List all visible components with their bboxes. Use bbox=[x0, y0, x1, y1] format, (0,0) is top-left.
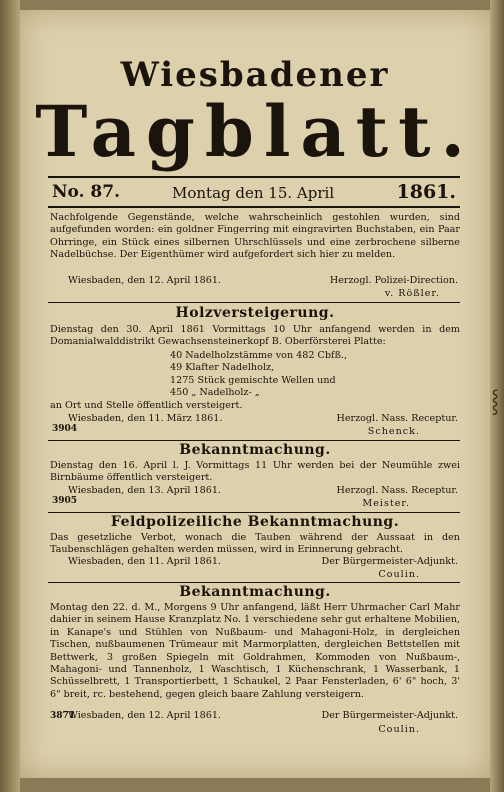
book-spine-edge bbox=[0, 0, 20, 792]
authority: Der Bürgermeister-Adjunkt. bbox=[321, 556, 458, 567]
section-heading: Holzversteigerung. bbox=[175, 305, 335, 321]
divider bbox=[48, 582, 460, 583]
place-date: Wiesbaden, den 11. März 1861. bbox=[68, 413, 223, 424]
place-date: Wiesbaden, den 12. April 1861. bbox=[68, 275, 221, 286]
authority: Der Bürgermeister-Adjunkt. bbox=[321, 710, 458, 721]
notice-footer bbox=[52, 275, 458, 288]
issue-date: Montag den 15. April bbox=[172, 184, 335, 202]
authority: Herzogl. Polizei-Direction. bbox=[329, 275, 458, 286]
authority: Herzogl. Nass. Receptur. bbox=[336, 413, 458, 424]
list-item: 450 „ Nadelholz- „ bbox=[170, 386, 260, 398]
margin-mark: ⸾ bbox=[491, 389, 499, 414]
authority: Herzogl. Nass. Receptur. bbox=[336, 485, 458, 496]
place-date: Wiesbaden, den 12. April 1861. bbox=[68, 710, 221, 721]
masthead-title: Tagblatt. bbox=[35, 90, 475, 173]
section-text: Das gesetzliche Verbot, wonach die Tauben während der Aussaat in den Taubenschlägen gehalten werden müssen, wird in Erinnerung gebracht. bbox=[50, 532, 460, 556]
list-item: 1275 Stück gemischte Wellen und bbox=[170, 374, 336, 386]
list-item: 40 Nadelholzstämme von 482 Cbfß., bbox=[170, 350, 348, 361]
place-date: Wiesbaden, den 13. April 1861. bbox=[68, 485, 221, 496]
list-item: 49 Klafter Nadelholz, bbox=[170, 362, 275, 374]
section-heading: Feldpolizeiliche Bekanntmachung. bbox=[110, 514, 400, 530]
newspaper-page bbox=[20, 10, 490, 778]
section-closing: an Ort und Stelle öffentlich versteigert. bbox=[50, 400, 243, 411]
place-date: Wiesbaden, den 11. April 1861. bbox=[68, 556, 221, 567]
issue-year: 1861. bbox=[396, 181, 456, 203]
section-footer bbox=[52, 556, 458, 569]
ad-number: 3871 bbox=[50, 711, 76, 721]
signature: v. Rößler. bbox=[384, 288, 440, 299]
divider bbox=[48, 302, 460, 303]
section-heading: Bekanntmachung. bbox=[179, 442, 331, 458]
signature: Schenck. bbox=[367, 426, 420, 437]
masthead-city: Wiesbadener bbox=[120, 55, 390, 95]
section-heading: Bekanntmachung. bbox=[179, 584, 331, 600]
divider bbox=[48, 176, 460, 178]
issue-number: No. 87. bbox=[52, 182, 120, 202]
section-text: Dienstag den 16. April l. J. Vormittags 11 Uhr werden bei der Neumühle zwei Birnbäume öffentlich versteigert. bbox=[50, 460, 460, 484]
section-text: Dienstag den 30. April 1861 Vormittags 10 Uhr anfangend werden in dem Domanialwalddistrikt Gewachsensteinerkopf B. Oberförsterei Platte: bbox=[50, 324, 460, 348]
signature: Meister. bbox=[362, 498, 410, 509]
lot-list bbox=[170, 350, 347, 399]
divider bbox=[48, 440, 460, 441]
dateline bbox=[52, 182, 456, 206]
signature: Coulin. bbox=[378, 569, 420, 580]
divider bbox=[48, 512, 460, 513]
section-text: Montag den 22. d. M., Morgens 9 Uhr anfangend, läßt Herr Uhrmacher Carl Mahr dahier in seinem Hause Kranzplatz No. 1 verschiedene sehr gut erhaltene Mobilien, in Kanape's und Stühlen von Nußbaum- und Mahagoni-Holz, in dergleichen Tischen, nußbaumenen Trümeaur mit Marmorplatten, dergleichen Bettstellen mit Bettwerk, 3 großen Spiegeln mit Goldrahmen, Kommoden von Nußbaum-, Mahagoni- und Tannenholz, 1 Waschtisch, 1 Küchenschrank, 1 Wasserbank, 1 Schüsselbrett, 1 Transportierbett, 1 Schaukel, 2 Paar Fensterladen, 6' 6" hoch, 3' 6" breit, rc. bestehend, gegen gleich baare Zahlung versteigern. bbox=[50, 602, 460, 700]
section-number-row bbox=[52, 711, 458, 724]
ad-number: 3904 bbox=[52, 424, 78, 434]
divider bbox=[48, 206, 460, 208]
signature: Coulin. bbox=[378, 724, 420, 735]
notice-text: Nachfolgende Gegenstände, welche wahrscheinlich gestohlen wurden, sind aufgefunden worden: ein goldner Fingerring mit eingravirten Buchstaben, ein Paar Ohrringe, ein Stück eines silbernen Uhrschlüssels und eine zerbrochene silberne Nadelbüchse. Der Eigenthümer wird aufgefordert sich hier zu melden. bbox=[50, 212, 460, 261]
ad-number: 3905 bbox=[52, 496, 78, 506]
